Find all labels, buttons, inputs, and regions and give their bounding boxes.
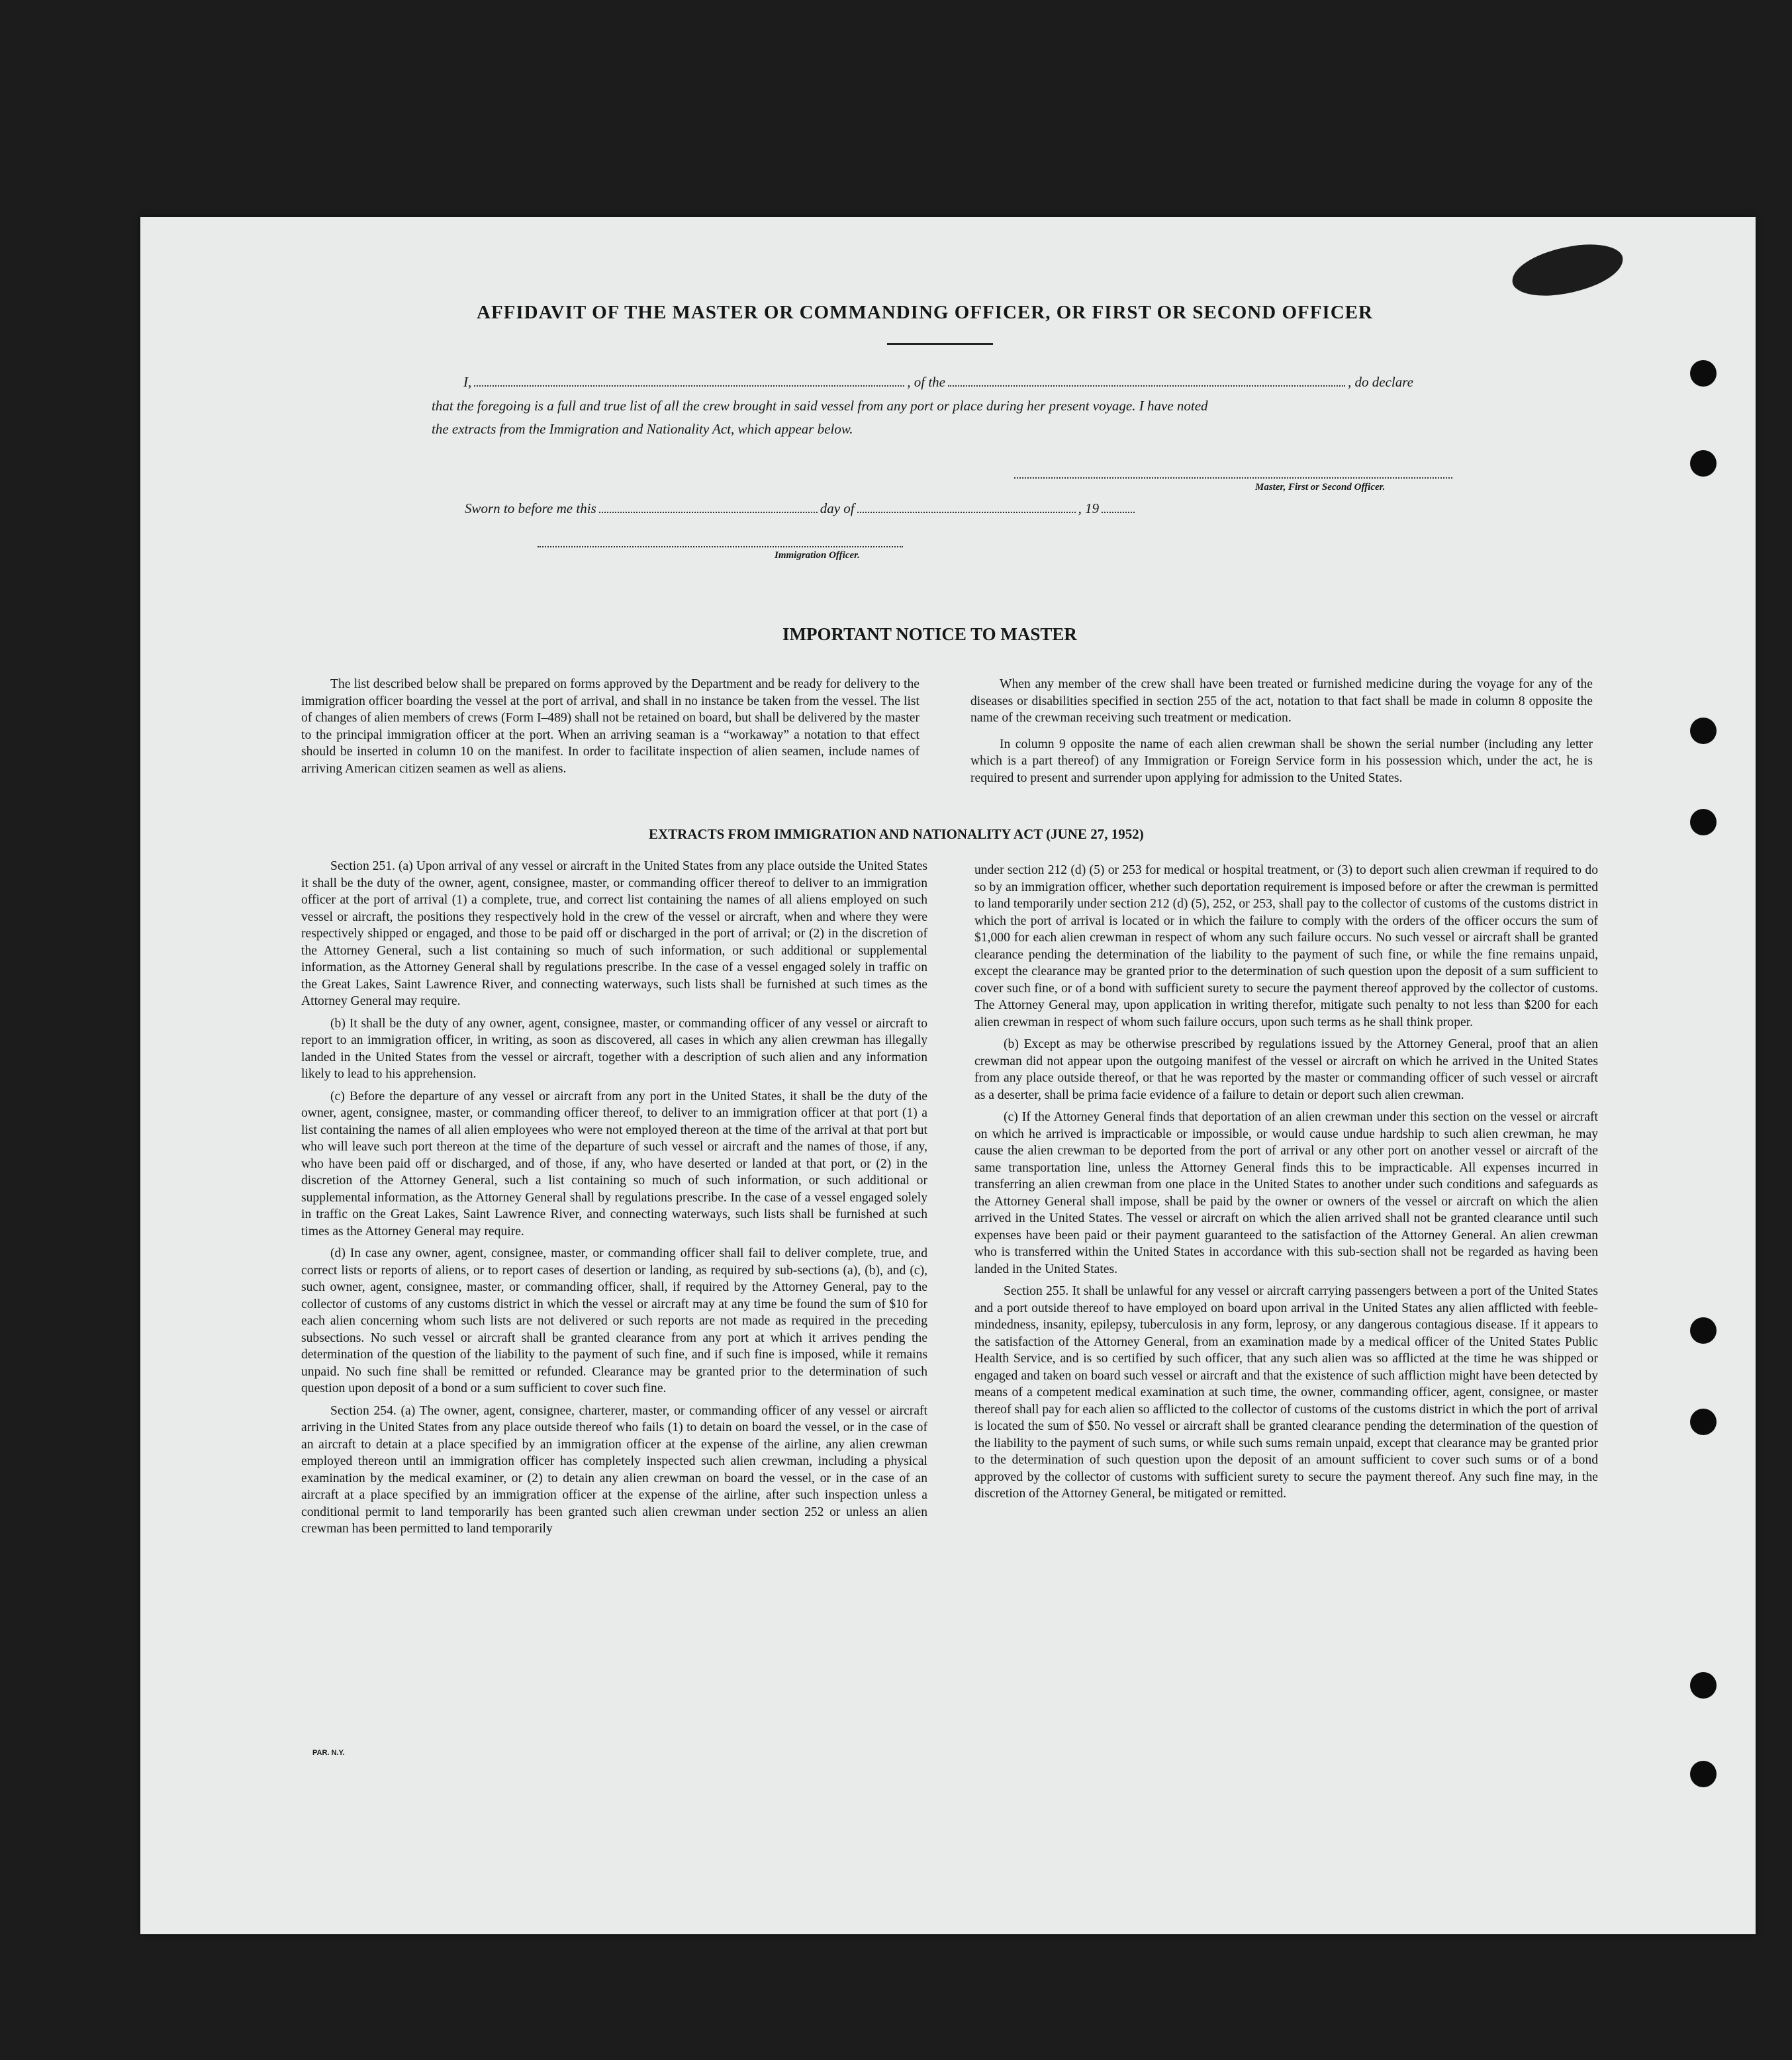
declaration-declare: , do declare xyxy=(1348,374,1413,390)
punch-hole xyxy=(1690,1672,1717,1699)
extract-paragraph: (b) Except as may be otherwise prescribed by regulations issued by the Attorney General, proof that an alien crewman did not appear upon the outgoing manifest of the vessel or aircraft on which he arrived in the United States from any place outside thereof, or that he was reported by the master or commanding officer of such vessel or aircraft as a deserter, shall be prima facie evidence of a failure to detain or deport such alien crewman. xyxy=(974,1037,1598,1102)
declaration-of: , of the xyxy=(907,374,945,390)
sworn-prefix: Sworn to before me this xyxy=(465,500,596,516)
sworn-day-blank[interactable] xyxy=(599,511,818,513)
punch-hole xyxy=(1690,1317,1717,1344)
declaration-line xyxy=(463,374,1413,391)
vessel-blank[interactable] xyxy=(948,385,1345,387)
sworn-year-label: , 19 xyxy=(1078,500,1100,516)
master-signature-line[interactable] xyxy=(1014,477,1452,479)
extract-paragraph: (b) It shall be the duty of any owner, agent, consignee, master, or commanding officer of any vessel or aircraft to report to an immigration officer, in writing, as soon as discovered, all cases in which any alien crewman has illegally landed in the United States from the vessel or aircraft, together with a description of such alien and any information likely to lead to his apprehension. xyxy=(301,1016,927,1081)
punch-hole xyxy=(1690,360,1717,387)
title-rule xyxy=(887,343,993,345)
affidavit-title: AFFIDAVIT OF THE MASTER OR COMMANDING OFFICER, OR FIRST OR SECOND OFFICER xyxy=(477,302,1373,323)
declaration-text-3: the extracts from the Immigration and Nationality Act, which appear below. xyxy=(432,421,853,437)
sworn-year-blank[interactable] xyxy=(1102,511,1135,513)
extract-paragraph: under section 212 (d) (5) or 253 for medical or hospital treatment, or (3) to deport such alien crewman if required to do so by an immigration officer, whether such deportation requirement is imposed before or after the crewman is permitted to land temporarily under section 212 (d) (5), 252, or 253, shall pay to the collector of customs of the customs district in which the port of arrival is located or in which the failure to comply with the orders of the officer occurs the sum of $1,000 for each alien crewman in respect of whom any such failure occurs. No such vessel or aircraft shall be granted clearance pending the determination of the liability to the payment of such fine, or while the fine remains unpaid, except the clearance may be granted prior to the determination of such question upon the deposit of a sum sufficient to cover such fine, or of a bond with sufficient surety to secure the payment thereof approved by the collector of customs. The Attorney General may, upon application in writing therefor, mitigate such penalty to not less than $200 for each alien crewman in respect of whom such failure occurs, upon such terms as he shall think proper. xyxy=(974,863,1598,1029)
notice-paragraph: When any member of the crew shall have been treated or furnished medicine during the voyage for any of the diseases or disabilities specified in section 255 of the act, notation to that fact shall be made in column 8 opposite the name of the crewman receiving such treatment or medication. xyxy=(970,677,1593,725)
extract-paragraph: Section 251. (a) Upon arrival of any vessel or aircraft in the United States from any place outside the United States it shall be the duty of the owner, agent, consignee, master, or commanding officer thereof to deliver to an immigration officer at the port of arrival (1) a complete, true, and correct list containing the names of all aliens employed on such vessel or aircraft, the positions they respectively hold in the crew of the vessel or aircraft, when and where they were respectively shipped or engaged, and those to be paid off or discharged in the port of arrival; or (2) in the discretion of the Attorney General, such a list containing so much of such information, or such additional or supplemental information, as the Attorney General shall by regulations prescribe. In the case of a vessel engaged solely in traffic on the Great Lakes, Saint Lawrence River, and connecting waterways, such lists shall be furnished at such times as the Attorney General may require. xyxy=(301,859,927,1008)
extracts-left-column xyxy=(301,858,927,1543)
notice-paragraph: The list described below shall be prepared on forms approved by the Department and be ready for delivery to the immigration officer boarding the vessel at the port of arrival, and shall in no instance be taken from the vessel. The list of changes of alien members of crews (Form I–489) shall not be retained on board, but shall be delivered by the master to the principal immigration officer at the port. When an arriving seaman is a “workaway” a notation to that effect should be inserted in column 10 on the manifest. In order to facilitate inspection of alien seamen, include names of arriving American citizen seamen as well as aliens. xyxy=(301,677,920,776)
extracts-right-column xyxy=(974,862,1598,1508)
declaration-text-2: that the foregoing is a full and true list of all the crew brought in said vessel from any port or place during her present voyage. I have noted xyxy=(432,398,1208,414)
sworn-day-label: day of xyxy=(820,500,855,516)
master-caption: Master, First or Second Officer. xyxy=(1255,482,1386,492)
notice-title: IMPORTANT NOTICE TO MASTER xyxy=(782,624,1077,644)
notice-paragraph: In column 9 opposite the name of each alien crewman shall be shown the serial number (including any letter which is a part thereof) of any Immigration or Foreign Service form in his possession which, under the act, he is required to present and surrender upon applying for admission to the United States. xyxy=(970,737,1593,785)
punch-hole xyxy=(1690,718,1717,744)
extract-paragraph: (d) In case any owner, agent, consignee, master, or commanding officer shall fail to deliver complete, true, and correct lists or reports of aliens, or to report cases of desertion or landing, as required by sub-sections (a), (b), and (c), such owner, agent, consignee, master, or commanding officer, shall, if required by the Attorney General, pay to the collector of customs of any customs district in which the vessel or aircraft may at any time be found the sum of $10 for each alien concerning whom such lists are not delivered or such reports are not made as required in the preceding subsections. No such vessel or aircraft shall be granted clearance from any port at which it arrives pending the determination of the question of the liability to the payment of such fine, and if such fine is imposed, while it remains unpaid. No such fine shall be remitted or refunded. Clearance may be granted prior to the determination of such question upon deposit of a bond or a sum sufficient to cover such fine. xyxy=(301,1246,927,1395)
sworn-line xyxy=(465,500,1137,517)
notice-left-column xyxy=(301,676,920,782)
punch-hole xyxy=(1690,1409,1717,1435)
officer-caption: Immigration Officer. xyxy=(775,550,860,561)
extract-paragraph: (c) If the Attorney General finds that deportation of an alien crewman under this section on the vessel or aircraft on which he arrived is impracticable or impossible, or would cause undue hardship to such alien crewman, he may cause the alien crewman to be deported from the port of arrival or any other port on another vessel or aircraft of the same transportation line, unless the Attorney General finds this to be impracticable. All expenses incurred in transferring an alien crewman from one place in the United States to another under such conditions and safeguards as the Attorney General shall impose, shall be paid by the owner or owners of the vessel or aircraft on which the alien arrived in the United States. The vessel or aircraft on which the alien arrived shall not be granted clearance until such expenses have been paid or their payment guaranteed to the satisfaction of the Attorney General. An alien crewman who is transferred within the United States in accordance with this sub-section shall not be regarded as having been landed in the United States. xyxy=(974,1110,1598,1276)
extract-paragraph: Section 255. It shall be unlawful for any vessel or aircraft carrying passengers between a port of the United States and a port outside thereof to have employed on board upon arrival in the United States any alien afflicted with feeble-mindedness, insanity, epilepsy, tuberculosis in any form, leprosy, or any dangerous contagious disease. If it appears to the satisfaction of the Attorney General, from an examination made by a medical officer of the United States Public Health Service, and is so certified by such officer, that any such alien was so afflicted at the time he was shipped or engaged and taken on board such vessel or aircraft and that the existence of such affliction might have been detected by means of a competent medical examination at such time, the owner, commanding officer, agent, consignee, or master thereof shall pay for each alien so afflicted to the collector of customs of the customs district in which the port of arrival is located the sum of $50. No vessel or aircraft shall be granted clearance pending the determination of the question of the liability to the payment of such sums, or while such sums remain unpaid, except that clearance may be granted prior to the determination of such question upon the deposit of an amount sufficient to cover such sums or of a bond approved by the collector of customs with sufficient surety to secure the payment thereof. Any such fine may, in the discretion of the Attorney General, be mitigated or remitted. xyxy=(974,1284,1598,1501)
declaration-i: I, xyxy=(463,374,472,390)
extract-paragraph: Section 254. (a) The owner, agent, consignee, charterer, master, or commanding officer of any vessel or aircraft arriving in the United States from any place outside thereof who fails (1) to detain on board the vessel, or in the case of an aircraft to detain at a place specified by an immigration officer at the expense of the airline, any alien crewman employed thereon until an immigration officer has completely inspected such alien crewman, including a physical examination by the medical examiner, or (2) to detain any alien crewman on board the vessel, or in the case of an aircraft at a place specified by an immigration officer at the expense of the airline, after such inspection unless a conditional permit to land temporarily has been granted such alien crewman under section 252 or unless an alien crewman has been permitted to land temporarily xyxy=(301,1403,927,1536)
punch-hole xyxy=(1690,1761,1717,1787)
name-blank[interactable] xyxy=(474,385,904,387)
extracts-title: EXTRACTS FROM IMMIGRATION AND NATIONALITY ACT (JUNE 27, 1952) xyxy=(649,826,1144,842)
punch-hole xyxy=(1690,809,1717,835)
extract-paragraph: (c) Before the departure of any vessel or aircraft from any port in the United States, it shall be the duty of the owner, agent, consignee, master, or commanding officer thereof, to deliver to an immigration officer at that port (1) a list containing the names of all alien employees who were not employed thereon at the time of the arrival at that port but who will leave such port thereon at the time of the departure of such vessel or aircraft and the names of those, if any, who have been paid off or discharged, and of those, if any, who have deserted or landed at that port, or (2) in the discretion of the Attorney General, such a list containing so much of such information, or such additional or supplemental information, as the Attorney General shall by regulations prescribe. In the case of a vessel engaged solely in traffic on the Great Lakes, Saint Lawrence River, and connecting waterways, such lists shall be furnished at such times as the Attorney General may require. xyxy=(301,1089,927,1239)
notice-right-column xyxy=(970,676,1593,792)
punch-hole xyxy=(1690,450,1717,477)
printer-mark: PAR. N.Y. xyxy=(312,1749,345,1757)
sworn-month-blank[interactable] xyxy=(857,511,1076,513)
officer-signature-line[interactable] xyxy=(538,546,903,547)
